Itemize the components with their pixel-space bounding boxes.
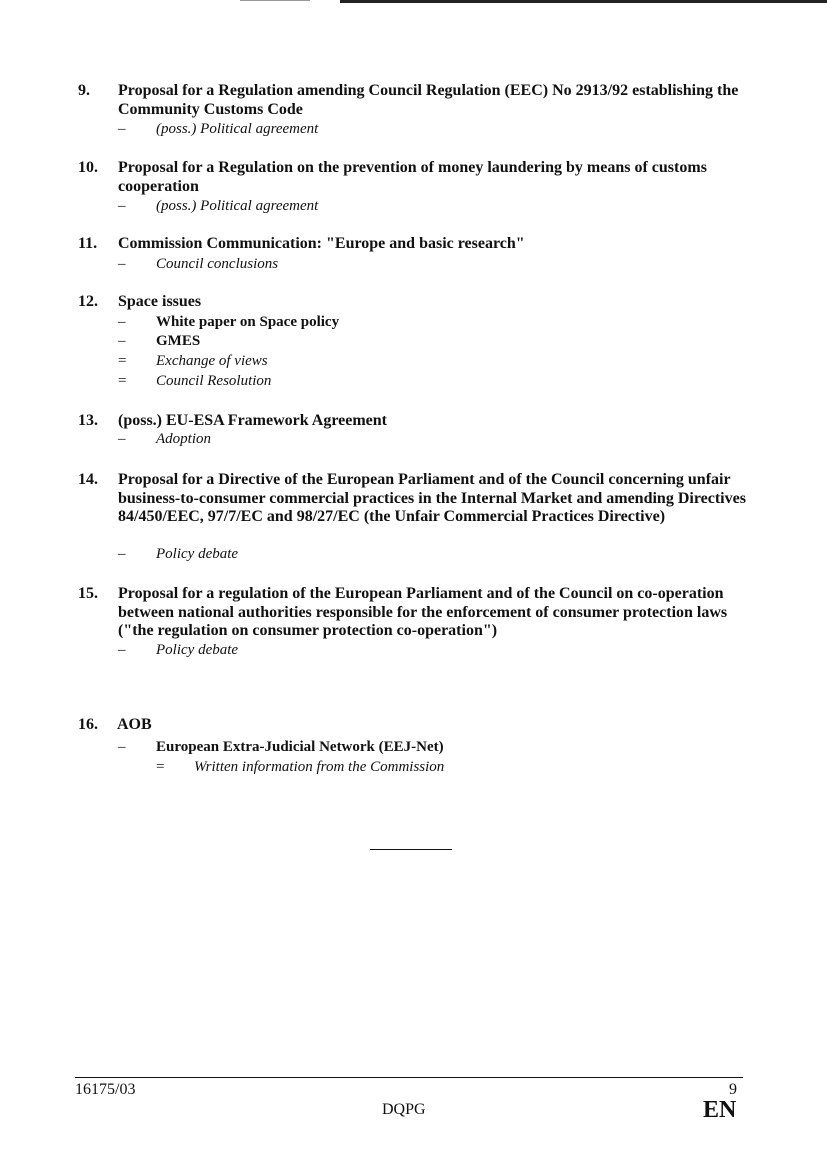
end-separator-rule: [370, 849, 452, 850]
sub-item-text: Adoption: [156, 431, 211, 447]
dash-bullet: –: [118, 333, 126, 349]
sub-item: [118, 738, 444, 756]
item-title: Proposal for a Regulation on the prevention of money laundering by means of customs cooperation: [118, 159, 707, 195]
item-number: 16.: [78, 716, 98, 733]
sub-item: [118, 313, 339, 331]
sub-item-text: European Extra-Judicial Network (EEJ-Net): [156, 739, 444, 755]
item-number: 14.: [78, 471, 98, 488]
item-number: 10.: [78, 159, 98, 176]
sub-item-text: (poss.) Political agreement: [156, 121, 319, 137]
dash-bullet: –: [118, 642, 126, 658]
sub-item: [118, 332, 200, 350]
unit-code: DQPG: [382, 1101, 426, 1118]
item-number: 13.: [78, 412, 98, 429]
item-number: 15.: [78, 585, 98, 602]
sub-item: [118, 197, 318, 215]
item-number: 11.: [78, 235, 98, 252]
item-number: 12.: [78, 293, 98, 310]
sub-item: [118, 430, 211, 448]
item-number: 9.: [78, 82, 90, 99]
sub-item-text: (poss.) Political agreement: [156, 198, 319, 214]
item-title: Proposal for a Directive of the European Parliament and of the Council concerning unfair business-to-consumer commercial practices in the Internal Market and amending Directives 84/450/EEC, 97/7/EC and 98/27/EC (the Unfair Commercial Practices Directive): [118, 471, 746, 525]
header-rule: [340, 0, 827, 3]
sub-item: [118, 255, 278, 273]
sub-item-text: Council Resolution: [156, 373, 272, 389]
dash-bullet: –: [118, 546, 126, 562]
footer-rule: [75, 1077, 743, 1078]
sub-item: [118, 641, 238, 659]
equals-bullet: =: [118, 373, 127, 389]
equals-bullet: =: [118, 353, 127, 369]
item-title: Space issues: [118, 293, 202, 310]
equals-bullet: =: [156, 759, 165, 775]
dash-bullet: –: [118, 121, 126, 137]
page-number: 9: [729, 1081, 737, 1098]
sub-item: [118, 372, 271, 390]
scan-top-mark: [240, 0, 310, 1]
dash-bullet: –: [118, 314, 126, 330]
dash-bullet: –: [118, 739, 126, 755]
sub-item-text: Exchange of views: [156, 353, 268, 369]
sub-item-text: White paper on Space policy: [156, 314, 340, 330]
sub-item-text: Council conclusions: [156, 256, 279, 272]
language-code: EN: [703, 1097, 737, 1123]
item-title: Commission Communication: "Europe and basic research": [118, 235, 525, 252]
item-title: Proposal for a Regulation amending Council Regulation (EEC) No 2913/92 establishing the Community Customs Code: [118, 82, 739, 118]
sub-item: [118, 545, 238, 563]
sub-item-text: GMES: [156, 333, 201, 349]
sub-item: [118, 120, 318, 138]
sub-sub-item: [156, 758, 444, 776]
dash-bullet: –: [118, 256, 126, 272]
item-title: AOB: [117, 716, 152, 733]
sub-item: [118, 352, 268, 370]
item-title: Proposal for a regulation of the European Parliament and of the Council on co-operation between national authorities responsible for the enforcement of consumer protection laws ("the regulation on consumer protection co-operation"): [118, 585, 728, 639]
document-number: 16175/03: [75, 1081, 136, 1098]
item-title: (poss.) EU-ESA Framework Agreement: [118, 412, 388, 429]
dash-bullet: –: [118, 431, 126, 447]
sub-item-text: Written information from the Commission: [194, 759, 445, 775]
sub-item-text: Policy debate: [156, 546, 239, 562]
dash-bullet: –: [118, 198, 126, 214]
sub-item-text: Policy debate: [156, 642, 239, 658]
